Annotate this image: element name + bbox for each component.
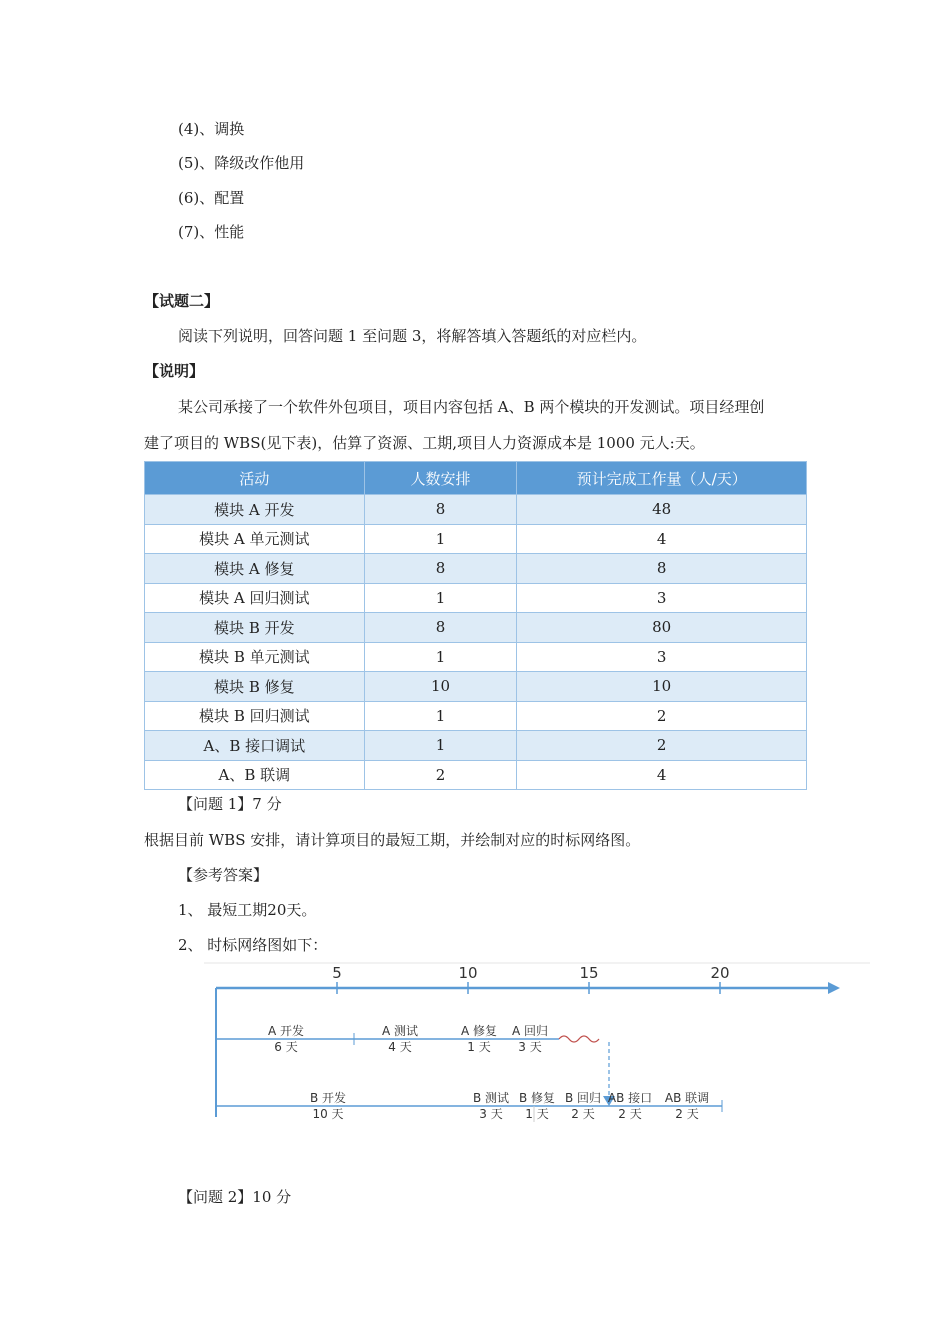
activity-duration: 1 天 bbox=[467, 1040, 491, 1054]
table-cell: 模块 A 回归测试 bbox=[145, 583, 365, 613]
table-cell: 模块 A 单元测试 bbox=[145, 524, 365, 554]
table-header-row bbox=[145, 462, 807, 495]
activity-name: AB 接口 bbox=[607, 1091, 653, 1105]
activity-duration: 3 天 bbox=[479, 1107, 503, 1121]
question-2-title: 【问题 2】10 分 bbox=[178, 1188, 292, 1206]
list-item: (5)、降级改作他用 bbox=[178, 154, 305, 172]
answer-item-1: 1、 最短工期20天。 bbox=[178, 901, 317, 919]
table-cell: 模块 A 开发 bbox=[145, 495, 365, 525]
wbs-table bbox=[144, 461, 807, 790]
column-header: 预计完成工作量（人/天） bbox=[517, 462, 807, 495]
description-line-1: 某公司承接了一个软件外包项目，项目内容包括 A、B 两个模块的开发测试。项目经理创 bbox=[178, 398, 765, 416]
table-row bbox=[145, 495, 807, 525]
table-cell: 模块 B 单元测试 bbox=[145, 642, 365, 672]
table-row bbox=[145, 760, 807, 790]
table-cell: 10 bbox=[364, 672, 517, 702]
answer-item-2: 2、 时标网络图如下： bbox=[178, 936, 328, 954]
activity-name: B 开发 bbox=[309, 1091, 347, 1105]
table-row bbox=[145, 701, 807, 731]
answer-title: 【参考答案】 bbox=[178, 866, 269, 884]
activity-duration: 1 天 bbox=[525, 1107, 549, 1121]
table-row bbox=[145, 613, 807, 643]
section-title: 【试题二】 bbox=[144, 292, 220, 310]
list-item: (6)、配置 bbox=[178, 189, 245, 207]
column-header: 活动 bbox=[145, 462, 365, 495]
axis-tick-label: 10 bbox=[458, 964, 478, 982]
table-cell: A、B 联调 bbox=[145, 760, 365, 790]
table-row bbox=[145, 731, 807, 761]
table-cell: 1 bbox=[364, 524, 517, 554]
activity-name: A 开发 bbox=[267, 1024, 305, 1038]
table-cell: 2 bbox=[517, 731, 807, 761]
activity-duration: 2 天 bbox=[618, 1107, 642, 1121]
activity-name: B 修复 bbox=[518, 1091, 556, 1105]
table-cell: 3 bbox=[517, 642, 807, 672]
table-cell: 8 bbox=[364, 613, 517, 643]
table-cell: 80 bbox=[517, 613, 807, 643]
axis-tick-label: 5 bbox=[332, 964, 342, 982]
table-cell: 1 bbox=[364, 583, 517, 613]
free-float-wave bbox=[559, 1036, 599, 1042]
activity-name: A 测试 bbox=[381, 1024, 419, 1038]
activity-duration: 3 天 bbox=[518, 1040, 542, 1054]
instruction-text: 阅读下列说明，回答问题 1 至问题 3，将解答填入答题纸的对应栏内。 bbox=[178, 327, 647, 345]
table-cell: 2 bbox=[517, 701, 807, 731]
table-cell: 3 bbox=[517, 583, 807, 613]
question-1-text: 根据目前 WBS 安排，请计算项目的最短工期，并绘制对应的时标网络图。 bbox=[144, 831, 641, 849]
table-row bbox=[145, 672, 807, 702]
table-cell: 2 bbox=[364, 760, 517, 790]
table-row bbox=[145, 642, 807, 672]
table-row bbox=[145, 524, 807, 554]
table-cell: 48 bbox=[517, 495, 807, 525]
description-line-2: 建了项目的 WBS(见下表)，估算了资源、工期,项目人力资源成本是 1000 元人:天。 bbox=[144, 434, 705, 452]
table-cell: 8 bbox=[364, 554, 517, 584]
list-item: (7)、性能 bbox=[178, 223, 245, 241]
table-cell: 模块 B 开发 bbox=[145, 613, 365, 643]
activity-duration: 10 天 bbox=[312, 1107, 344, 1121]
activity-duration: 2 天 bbox=[675, 1107, 699, 1121]
table-cell: 8 bbox=[364, 495, 517, 525]
table-cell: 1 bbox=[364, 642, 517, 672]
table-cell: 1 bbox=[364, 701, 517, 731]
table-cell: 10 bbox=[517, 672, 807, 702]
table-cell: 模块 B 修复 bbox=[145, 672, 365, 702]
table-cell: 模块 B 回归测试 bbox=[145, 701, 365, 731]
table-row bbox=[145, 583, 807, 613]
description-title: 【说明】 bbox=[144, 362, 205, 380]
axis-tick-label: 15 bbox=[579, 964, 599, 982]
activity-duration: 4 天 bbox=[388, 1040, 412, 1054]
time-axis-arrowhead bbox=[828, 982, 840, 994]
question-1-title: 【问题 1】7 分 bbox=[178, 795, 282, 813]
time-scaled-network-diagram bbox=[204, 962, 870, 1122]
activity-name: A 回归 bbox=[511, 1024, 549, 1038]
activity-duration: 2 天 bbox=[571, 1107, 595, 1121]
activity-name: B 回归 bbox=[564, 1091, 602, 1105]
table-cell: A、B 接口调试 bbox=[145, 731, 365, 761]
list-item: (4)、调换 bbox=[178, 120, 245, 138]
column-header: 人数安排 bbox=[364, 462, 517, 495]
table-cell: 模块 A 修复 bbox=[145, 554, 365, 584]
activity-duration: 6 天 bbox=[274, 1040, 298, 1054]
table-cell: 4 bbox=[517, 760, 807, 790]
activity-name: B 测试 bbox=[472, 1091, 510, 1105]
axis-tick-label: 20 bbox=[710, 964, 730, 982]
table-cell: 8 bbox=[517, 554, 807, 584]
activity-name: A 修复 bbox=[460, 1024, 498, 1038]
table-cell: 4 bbox=[517, 524, 807, 554]
table-row bbox=[145, 554, 807, 584]
table-cell: 1 bbox=[364, 731, 517, 761]
activity-name: AB 联调 bbox=[664, 1091, 710, 1105]
